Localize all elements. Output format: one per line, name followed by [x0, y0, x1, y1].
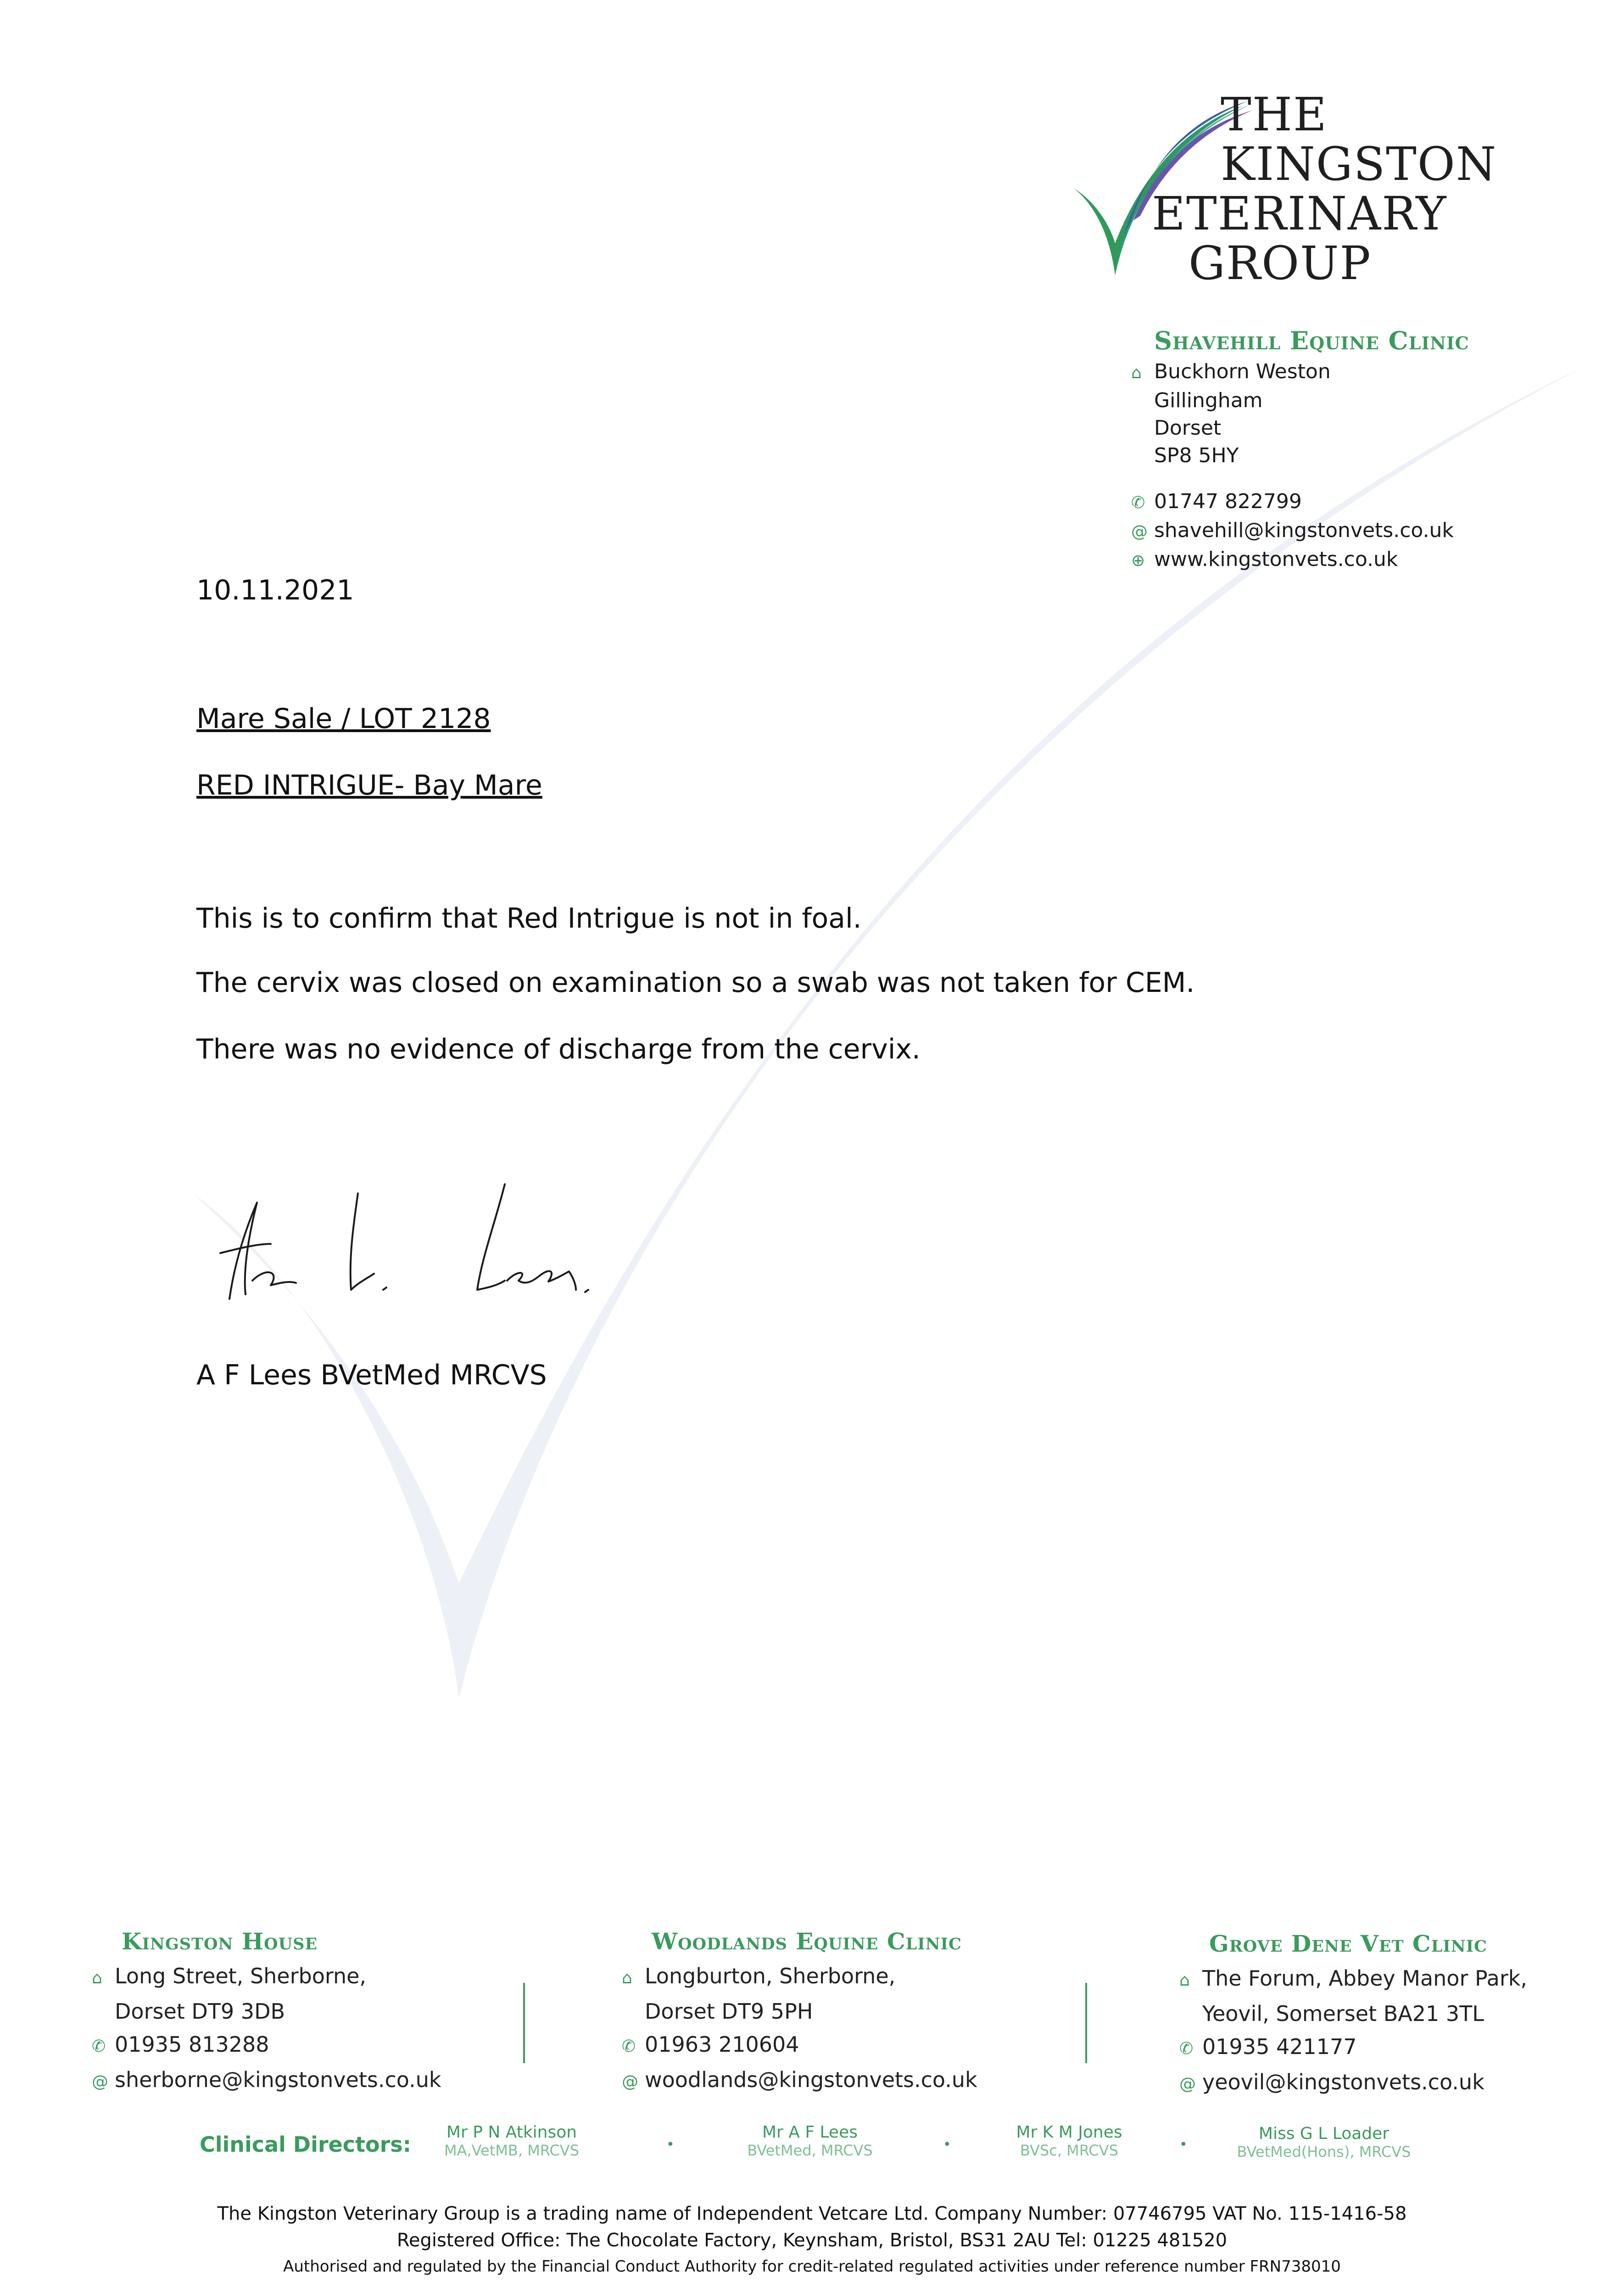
letter-ref-lot: Mare Sale / LOT 2128	[196, 703, 491, 735]
logo-text-the: THE	[1221, 88, 1328, 141]
bullet-dot: •	[1179, 2137, 1188, 2153]
bullet-dot: •	[943, 2137, 951, 2153]
header-clinic-title: Shavehill Equine Clinic	[1154, 326, 1469, 355]
email-icon: @	[1179, 2075, 1196, 2093]
address-line: Gillingham	[1154, 389, 1263, 412]
footer-clinic-kingston-house	[92, 1928, 505, 2099]
footer-address-line: Dorset DT9 5PH	[645, 1999, 813, 2024]
email-icon: @	[1131, 522, 1148, 541]
footer-email[interactable]: sherborne@kingstonvets.co.uk	[115, 2067, 441, 2092]
director-qualifications: BVetMed(Hons), MRCVS	[1237, 2143, 1411, 2161]
letter-ref-horse: RED INTRIGUE- Bay Mare	[196, 769, 542, 801]
footer-phone: 01963 210604	[645, 2032, 799, 2057]
bullet-dot: •	[666, 2137, 675, 2153]
letter-paragraph: This is to confirm that Red Intrigue is not in foal.	[196, 902, 862, 935]
home-icon: ⌂	[1179, 1971, 1190, 1990]
footer-address-line: Long Street, Sherborne,	[115, 1964, 367, 1988]
footer-divider	[1085, 1983, 1087, 2063]
home-icon: ⌂	[622, 1969, 632, 1987]
director-entry	[1228, 2124, 1420, 2161]
footer-divider	[523, 1983, 525, 2063]
footer-clinic-woodlands	[622, 1928, 1081, 2099]
home-icon: ⌂	[92, 1969, 102, 1987]
legal-company-line: The Kingston Veterinary Group is a trading name of Independent Vetcare Ltd. Company Number: 07746795 VAT No. 115-1416-58	[217, 2203, 1407, 2224]
letter-paragraph: The cervix was closed on examination so a swab was not taken for CEM.	[196, 967, 1195, 999]
director-qualifications: BVSc, MRCVS	[1020, 2142, 1118, 2159]
director-name: Mr P N Atkinson	[446, 2123, 577, 2142]
logo-text-eterinary: ETERINARY	[1152, 187, 1447, 241]
footer-clinic-grove-dene	[1179, 1930, 1620, 2101]
home-icon: ⌂	[1131, 364, 1142, 382]
footer-clinic-title: Grove Dene Vet Clinic	[1209, 1930, 1487, 1957]
director-name: Mr K M Jones	[1016, 2123, 1122, 2142]
address-line: Dorset	[1154, 416, 1222, 440]
director-entry	[415, 2123, 608, 2159]
header-website[interactable]: www.kingstonvets.co.uk	[1154, 548, 1398, 571]
legal-fca-line: Authorised and regulated by the Financial Conduct Authority for credit-related regulated activities under reference number FRN738010	[283, 2257, 1341, 2276]
director-qualifications: MA,VetMB, MRCVS	[444, 2142, 579, 2159]
clinical-directors-label: Clinical Directors:	[200, 2132, 412, 2157]
email-icon: @	[92, 2072, 108, 2091]
footer-email[interactable]: yeovil@kingstonvets.co.uk	[1202, 2070, 1484, 2094]
logo-text-kingston: KINGSTON	[1221, 137, 1497, 191]
phone-icon: ✆	[92, 2037, 106, 2056]
header-email[interactable]: shavehill@kingstonvets.co.uk	[1154, 519, 1454, 542]
address-line: Buckhorn Weston	[1154, 360, 1331, 383]
handwritten-signature	[202, 1175, 597, 1313]
phone-icon: ✆	[1179, 2039, 1194, 2058]
logo-text-group: GROUP	[1189, 236, 1372, 290]
director-qualifications: BVetMed, MRCVS	[747, 2142, 873, 2159]
footer-address-line: Longburton, Sherborne,	[645, 1964, 896, 1988]
footer-phone: 01935 421177	[1202, 2034, 1357, 2059]
letter-date: 10.11.2021	[196, 574, 354, 606]
letter-paragraph: There was no evidence of discharge from the cervix.	[196, 1033, 921, 1065]
address-line: SP8 5HY	[1154, 444, 1239, 467]
footer-address-line: The Forum, Abbey Manor Park,	[1202, 1966, 1528, 1991]
phone-icon: ✆	[1131, 493, 1145, 512]
legal-office-line: Registered Office: The Chocolate Factory, Keynsham, Bristol, BS31 2AU Tel: 01225 481520	[396, 2230, 1228, 2251]
globe-icon: ⊕	[1131, 551, 1145, 570]
footer-address-line: Yeovil, Somerset BA21 3TL	[1202, 2001, 1484, 2026]
director-entry	[973, 2123, 1166, 2159]
footer-clinic-title: Kingston House	[122, 1928, 318, 1955]
director-entry	[714, 2123, 906, 2159]
director-name: Mr A F Lees	[762, 2123, 858, 2142]
header-clinic-address	[1131, 358, 1454, 575]
signatory-name: A F Lees BVetMed MRCVS	[196, 1359, 547, 1391]
director-name: Miss G L Loader	[1258, 2124, 1390, 2143]
header-phone: 01747 822799	[1154, 490, 1302, 513]
footer-address-line: Dorset DT9 3DB	[115, 1999, 285, 2024]
footer-clinic-title: Woodlands Equine Clinic	[652, 1928, 962, 1955]
email-icon: @	[622, 2072, 638, 2091]
footer-email[interactable]: woodlands@kingstonvets.co.uk	[645, 2067, 977, 2092]
phone-icon: ✆	[622, 2037, 636, 2056]
footer-phone: 01935 813288	[115, 2032, 269, 2057]
